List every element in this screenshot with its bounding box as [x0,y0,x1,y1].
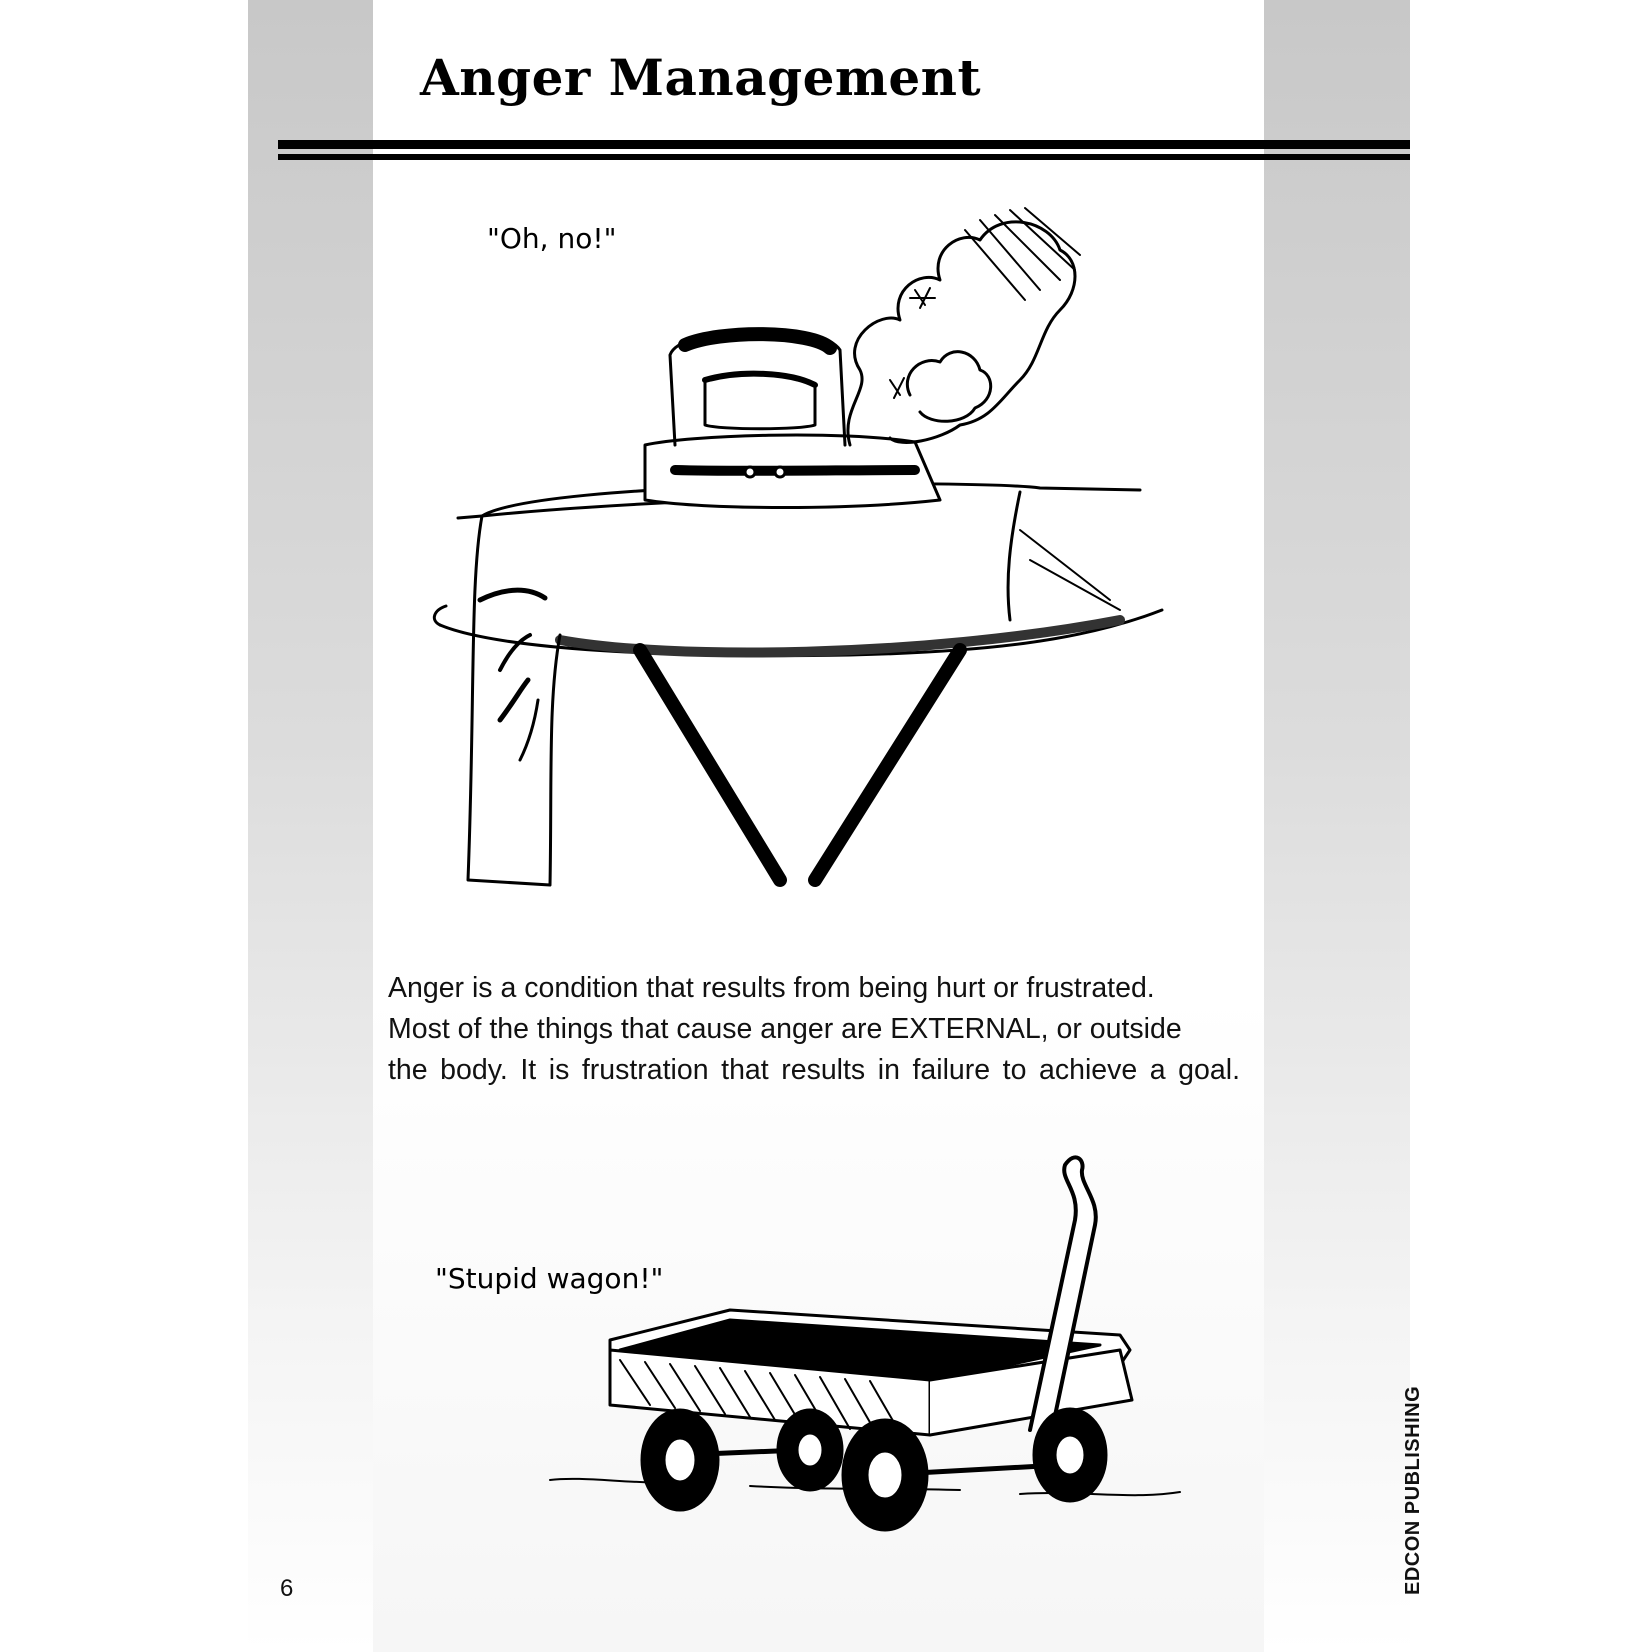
right-gray-margin [1264,0,1410,1652]
page-title: Anger Management [420,48,982,107]
iron-speech-text: "Oh, no!" [487,222,617,255]
page-number: 6 [280,1575,294,1602]
body-line: the body. It is frustration that results in failure to achieve a goal. [388,1054,1240,1086]
wagon-speech-text: "Stupid wagon!" [435,1262,664,1295]
title-rule-thick [278,140,1410,149]
publisher-label: EDCON PUBLISHING [1402,1385,1424,1595]
wagon-illustration [420,1150,1240,1550]
title-rule-thin [278,154,1410,160]
body-line: Most of the things that cause anger are EXTERNAL, or outside [388,1013,1182,1045]
body-paragraph [388,968,1240,1091]
iron-on-ironing-board-illustration [420,180,1200,940]
body-line: Anger is a condition that results from being hurt or frustrated. [388,972,1155,1004]
left-gray-margin [248,0,373,1652]
